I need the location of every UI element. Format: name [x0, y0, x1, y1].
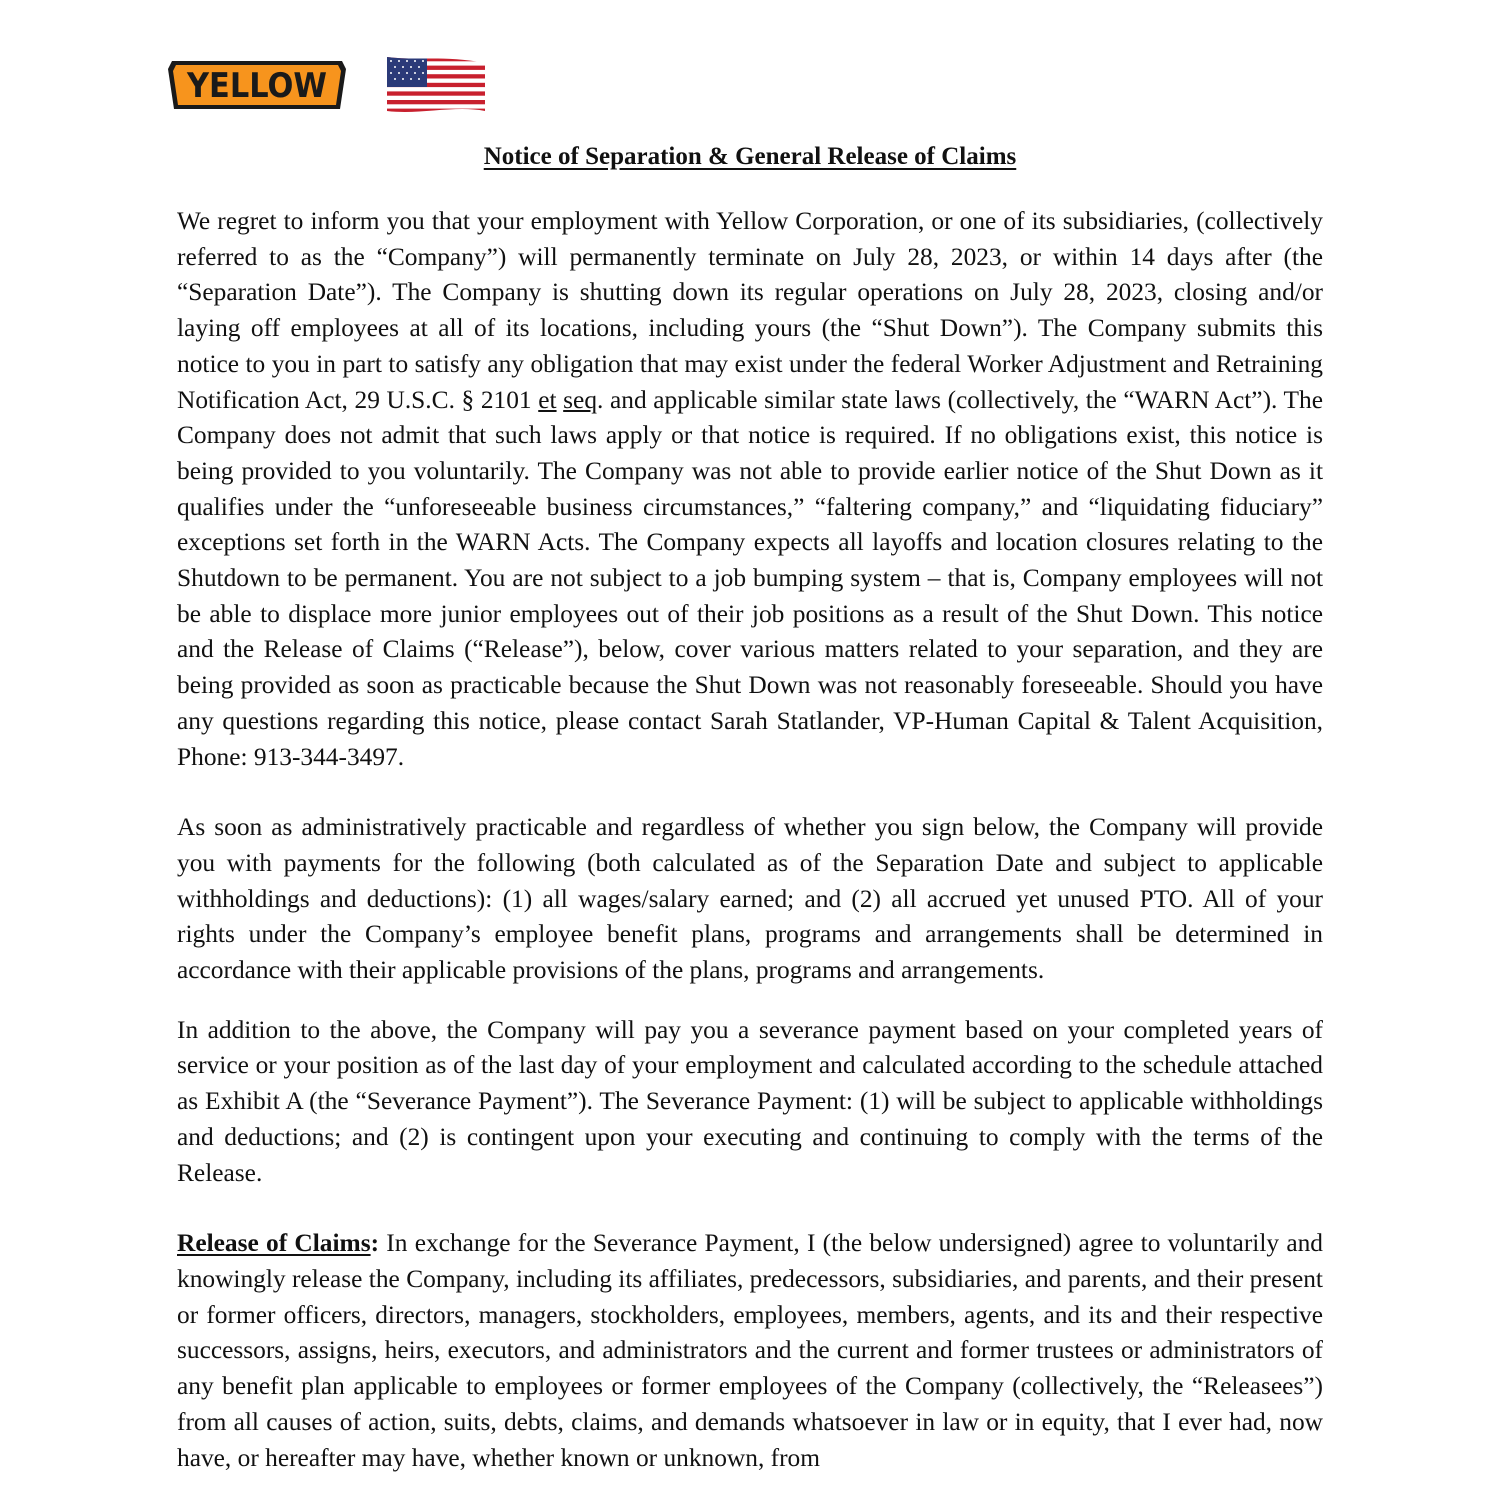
paragraph-final-payments: As soon as administratively practicable and regardless of whether you sign below, the Company will provide you with payments for the following (both calculated as of the Separation Date and subject to applicable withholdings and deductions): (1) all wages/salary earned; and (2) all accrued yet unused PTO. All of your rights under the Company’s employee benefit plans, programs and arrangements shall be determined in accordance with their applicable provisions of the plans, programs and arrangements. [177, 813, 1323, 985]
paragraph-text: In exchange for the Severance Payment, I (the below undersigned) agree to voluntarily and knowingly release the Company, including its affiliates, predecessors, subsidiaries, and parents, and their present or former officers, directors, managers, stockholders, employees, members, agents, and its and their respective successors, assigns, heirs, executors, and administrators and the current and former trustees or administrators of any benefit plan applicable to employees or former employees of the Company (collectively, the “Releasees”) from all causes of action, suits, debts, claims, and demands whatsoever in law or in equity, that I ever had, now have, or hereafter may have, whether known or unknown, from [177, 1229, 1323, 1472]
seq-underlined: seq [563, 385, 598, 414]
paragraph-text: . and applicable similar state laws (collectively, the “WARN Act”). The Company does not admit that such laws apply or that notice is required. If no obligations exist, this notice is being provided to you voluntarily. The Company was not able to provide earlier notice of the Shut Down as it qualifies under the “unforeseeable business circumstances,” “faltering company,” and “liquidating fiduciary” exceptions set forth in the WARN Acts. The Company expects all layoffs and location closures relating to the Shutdown to be permanent. You are not subject to a job bumping system – that is, Company employees will not be able to displace more junior employees out of their job positions as a result of the Shut Down. This notice and the Release of Claims (“Release”), below, cover various matters related to your separation, and they are being provided as soon as practicable because the Shut Down was not reasonably foreseeable. Should you have any questions regarding this notice, please contact Sarah Statlander, VP-Human Capital & Talent Acquisition, Phone: 913-344-3497. [177, 385, 1323, 771]
release-heading-colon: : [370, 1229, 380, 1258]
yellow-logo [166, 55, 348, 115]
release-heading [177, 1229, 379, 1257]
logo-text: YELLOW [186, 66, 327, 106]
yellow-logo-icon [166, 55, 348, 115]
paragraph-release-of-claims [177, 1226, 1323, 1476]
paragraph-text: We regret to inform you that your employment with Yellow Corporation, or one of its subsidiaries, (collectively referred to as the “Company”) will permanently terminate on July 28, 2023, or within 14 days after (the “Separation Date”). The Company is shutting down its regular operations on July 28, 2023, closing and/or laying off employees at all of its locations, including yours (the “Shut Down”). The Company submits this notice to you in part to satisfy any obligation that may exist under the federal Worker Adjustment and Retraining Notification Act, 29 U.S.C. § 2101 [177, 207, 1323, 414]
document-title: Notice of Separation & General Release of Claims [483, 143, 1017, 170]
document-body [177, 204, 1323, 1476]
paragraph-severance: In addition to the above, the Company will pay you a severance payment based on your completed years of service or your position as of the last day of your employment and calculated according to the schedule attached as Exhibit A (the “Severance Payment”). The Severance Payment: (1) will be subject to applicable withholdings and deductions; and (2) is contingent upon your executing and continuing to comply with the terms of the Release. [177, 1015, 1323, 1187]
us-flag-icon [385, 55, 487, 117]
paragraph-warn-notice [177, 204, 1323, 775]
et-underlined: et [538, 385, 557, 414]
release-heading-text: Release of Claims [177, 1229, 371, 1258]
